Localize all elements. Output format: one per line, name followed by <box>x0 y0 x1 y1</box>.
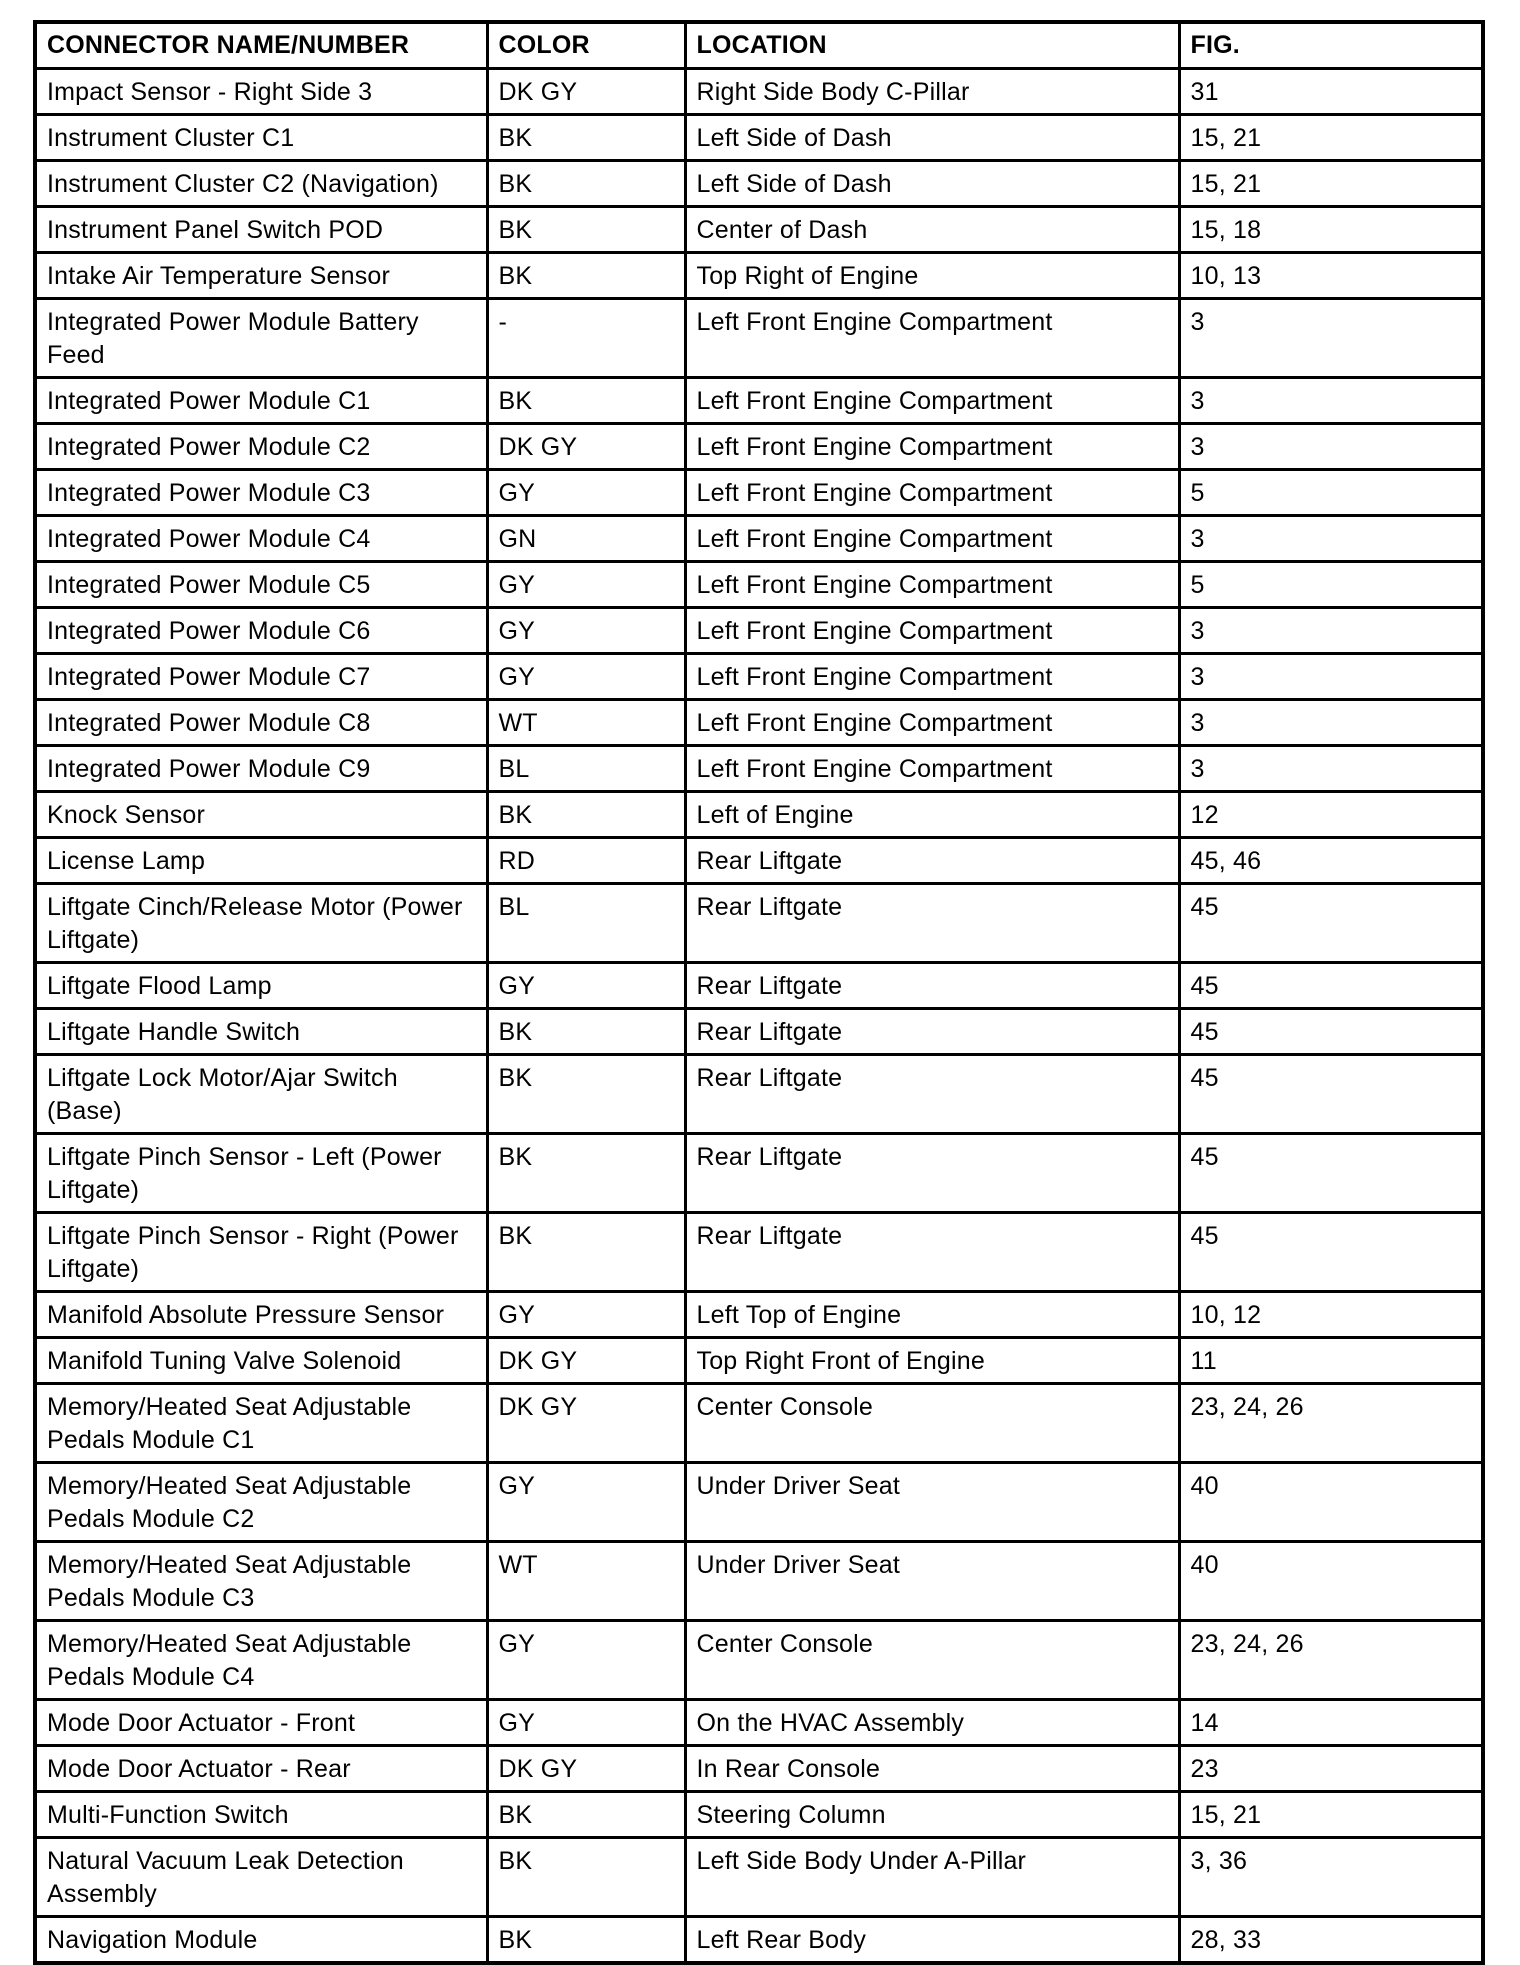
cell-connector-name: Liftgate Cinch/Release Motor (Power Liftgate) <box>35 884 487 963</box>
cell-location: Left Front Engine Compartment <box>685 562 1179 608</box>
cell-connector-name: Liftgate Pinch Sensor - Right (Power Liftgate) <box>35 1213 487 1292</box>
cell-location: Left Front Engine Compartment <box>685 746 1179 792</box>
cell-fig: 3 <box>1179 746 1483 792</box>
cell-connector-name: Mode Door Actuator - Rear <box>35 1746 487 1792</box>
cell-fig: 3 <box>1179 378 1483 424</box>
table-row <box>35 1542 1483 1621</box>
table-row <box>35 792 1483 838</box>
table-row <box>35 115 1483 161</box>
cell-location: Under Driver Seat <box>685 1463 1179 1542</box>
cell-location: Left Front Engine Compartment <box>685 516 1179 562</box>
cell-fig: 45 <box>1179 963 1483 1009</box>
cell-location: Left Rear Body <box>685 1917 1179 1964</box>
cell-connector-name: Mode Door Actuator - Front <box>35 1700 487 1746</box>
table-row <box>35 746 1483 792</box>
cell-fig: 45 <box>1179 884 1483 963</box>
table-row <box>35 1009 1483 1055</box>
cell-location: Right Side Body C-Pillar <box>685 69 1179 115</box>
cell-fig: 5 <box>1179 470 1483 516</box>
cell-location: Top Right of Engine <box>685 253 1179 299</box>
cell-fig: 45 <box>1179 1213 1483 1292</box>
table-row <box>35 207 1483 253</box>
cell-connector-name: Multi-Function Switch <box>35 1792 487 1838</box>
cell-fig: 40 <box>1179 1463 1483 1542</box>
cell-color: DK GY <box>487 1338 685 1384</box>
table-row <box>35 1917 1483 1964</box>
table-row <box>35 253 1483 299</box>
table-row <box>35 378 1483 424</box>
table-row <box>35 1700 1483 1746</box>
cell-fig: 3 <box>1179 516 1483 562</box>
cell-connector-name: Integrated Power Module C7 <box>35 654 487 700</box>
cell-location: Rear Liftgate <box>685 1134 1179 1213</box>
table-row <box>35 1134 1483 1213</box>
header-color: COLOR <box>487 22 685 69</box>
cell-location: Rear Liftgate <box>685 884 1179 963</box>
cell-connector-name: Integrated Power Module C6 <box>35 608 487 654</box>
cell-location: Under Driver Seat <box>685 1542 1179 1621</box>
cell-location: Left Front Engine Compartment <box>685 299 1179 378</box>
cell-color: BK <box>487 792 685 838</box>
connector-table <box>33 20 1485 1965</box>
cell-location: Left Side Body Under A-Pillar <box>685 1838 1179 1917</box>
cell-color: BL <box>487 746 685 792</box>
table-row <box>35 1792 1483 1838</box>
cell-fig: 15, 18 <box>1179 207 1483 253</box>
cell-location: Left Front Engine Compartment <box>685 378 1179 424</box>
table-row <box>35 1213 1483 1292</box>
cell-color: BK <box>487 1055 685 1134</box>
header-row <box>35 22 1483 69</box>
cell-connector-name: Integrated Power Module C5 <box>35 562 487 608</box>
cell-color: GY <box>487 608 685 654</box>
cell-color: BL <box>487 884 685 963</box>
cell-connector-name: Memory/Heated Seat Adjustable Pedals Module C4 <box>35 1621 487 1700</box>
cell-fig: 3 <box>1179 654 1483 700</box>
cell-connector-name: Impact Sensor - Right Side 3 <box>35 69 487 115</box>
cell-connector-name: Integrated Power Module C9 <box>35 746 487 792</box>
connector-table-container <box>33 20 1481 1965</box>
table-row <box>35 516 1483 562</box>
table-row <box>35 1746 1483 1792</box>
cell-color: BK <box>487 161 685 207</box>
header-fig: FIG. <box>1179 22 1483 69</box>
table-row <box>35 884 1483 963</box>
cell-color: BK <box>487 378 685 424</box>
cell-location: Rear Liftgate <box>685 1055 1179 1134</box>
cell-connector-name: Manifold Absolute Pressure Sensor <box>35 1292 487 1338</box>
cell-fig: 31 <box>1179 69 1483 115</box>
cell-location: Steering Column <box>685 1792 1179 1838</box>
cell-fig: 23 <box>1179 1746 1483 1792</box>
cell-color: BK <box>487 207 685 253</box>
cell-location: Rear Liftgate <box>685 838 1179 884</box>
table-row <box>35 963 1483 1009</box>
cell-fig: 23, 24, 26 <box>1179 1384 1483 1463</box>
cell-fig: 5 <box>1179 562 1483 608</box>
cell-location: Rear Liftgate <box>685 1009 1179 1055</box>
cell-location: Left Front Engine Compartment <box>685 424 1179 470</box>
table-row <box>35 654 1483 700</box>
cell-color: DK GY <box>487 424 685 470</box>
cell-location: Left Front Engine Compartment <box>685 654 1179 700</box>
cell-connector-name: Instrument Cluster C2 (Navigation) <box>35 161 487 207</box>
cell-fig: 45 <box>1179 1009 1483 1055</box>
cell-location: In Rear Console <box>685 1746 1179 1792</box>
cell-color: - <box>487 299 685 378</box>
cell-connector-name: Instrument Cluster C1 <box>35 115 487 161</box>
table-row <box>35 1292 1483 1338</box>
cell-fig: 15, 21 <box>1179 115 1483 161</box>
cell-connector-name: License Lamp <box>35 838 487 884</box>
table-row <box>35 1055 1483 1134</box>
cell-location: Left Side of Dash <box>685 161 1179 207</box>
table-row <box>35 1384 1483 1463</box>
cell-connector-name: Memory/Heated Seat Adjustable Pedals Module C1 <box>35 1384 487 1463</box>
cell-color: GY <box>487 654 685 700</box>
cell-color: BK <box>487 1134 685 1213</box>
cell-color: GY <box>487 1700 685 1746</box>
table-row <box>35 1838 1483 1917</box>
cell-color: RD <box>487 838 685 884</box>
cell-connector-name: Liftgate Lock Motor/Ajar Switch (Base) <box>35 1055 487 1134</box>
cell-color: BK <box>487 1917 685 1964</box>
cell-fig: 3 <box>1179 608 1483 654</box>
cell-color: GY <box>487 1292 685 1338</box>
cell-location: On the HVAC Assembly <box>685 1700 1179 1746</box>
cell-connector-name: Natural Vacuum Leak Detection Assembly <box>35 1838 487 1917</box>
header-location: LOCATION <box>685 22 1179 69</box>
table-row <box>35 700 1483 746</box>
cell-color: WT <box>487 700 685 746</box>
cell-connector-name: Intake Air Temperature Sensor <box>35 253 487 299</box>
cell-fig: 28, 33 <box>1179 1917 1483 1964</box>
cell-color: BK <box>487 1792 685 1838</box>
table-row <box>35 470 1483 516</box>
cell-fig: 40 <box>1179 1542 1483 1621</box>
cell-fig: 45 <box>1179 1055 1483 1134</box>
table-body <box>35 69 1483 1964</box>
table-row <box>35 562 1483 608</box>
cell-connector-name: Integrated Power Module C8 <box>35 700 487 746</box>
cell-color: GY <box>487 1463 685 1542</box>
cell-location: Left Top of Engine <box>685 1292 1179 1338</box>
cell-location: Left Front Engine Compartment <box>685 470 1179 516</box>
table-row <box>35 424 1483 470</box>
table-row <box>35 1338 1483 1384</box>
cell-fig: 23, 24, 26 <box>1179 1621 1483 1700</box>
cell-color: BK <box>487 253 685 299</box>
cell-connector-name: Liftgate Pinch Sensor - Left (Power Liftgate) <box>35 1134 487 1213</box>
cell-fig: 45, 46 <box>1179 838 1483 884</box>
cell-connector-name: Manifold Tuning Valve Solenoid <box>35 1338 487 1384</box>
cell-fig: 10, 13 <box>1179 253 1483 299</box>
cell-connector-name: Knock Sensor <box>35 792 487 838</box>
cell-connector-name: Navigation Module <box>35 1917 487 1964</box>
cell-connector-name: Memory/Heated Seat Adjustable Pedals Module C3 <box>35 1542 487 1621</box>
cell-location: Left Front Engine Compartment <box>685 608 1179 654</box>
cell-color: WT <box>487 1542 685 1621</box>
cell-color: DK GY <box>487 1746 685 1792</box>
cell-connector-name: Instrument Panel Switch POD <box>35 207 487 253</box>
cell-fig: 15, 21 <box>1179 161 1483 207</box>
cell-color: GY <box>487 963 685 1009</box>
table-row <box>35 608 1483 654</box>
cell-connector-name: Liftgate Flood Lamp <box>35 963 487 1009</box>
table-row <box>35 1463 1483 1542</box>
cell-fig: 3 <box>1179 299 1483 378</box>
table-row <box>35 161 1483 207</box>
cell-fig: 3 <box>1179 700 1483 746</box>
cell-fig: 14 <box>1179 1700 1483 1746</box>
cell-color: GY <box>487 1621 685 1700</box>
cell-connector-name: Liftgate Handle Switch <box>35 1009 487 1055</box>
cell-color: BK <box>487 115 685 161</box>
table-row <box>35 69 1483 115</box>
cell-fig: 12 <box>1179 792 1483 838</box>
cell-connector-name: Integrated Power Module C4 <box>35 516 487 562</box>
cell-location: Left Front Engine Compartment <box>685 700 1179 746</box>
cell-fig: 3 <box>1179 424 1483 470</box>
table-row <box>35 299 1483 378</box>
cell-color: GN <box>487 516 685 562</box>
cell-color: BK <box>487 1009 685 1055</box>
cell-color: BK <box>487 1838 685 1917</box>
cell-location: Top Right Front of Engine <box>685 1338 1179 1384</box>
cell-connector-name: Memory/Heated Seat Adjustable Pedals Module C2 <box>35 1463 487 1542</box>
cell-location: Rear Liftgate <box>685 963 1179 1009</box>
cell-color: DK GY <box>487 69 685 115</box>
cell-fig: 3, 36 <box>1179 1838 1483 1917</box>
cell-connector-name: Integrated Power Module C1 <box>35 378 487 424</box>
table-header <box>35 22 1483 69</box>
cell-connector-name: Integrated Power Module Battery Feed <box>35 299 487 378</box>
table-row <box>35 1621 1483 1700</box>
cell-location: Left of Engine <box>685 792 1179 838</box>
cell-color: BK <box>487 1213 685 1292</box>
cell-location: Left Side of Dash <box>685 115 1179 161</box>
cell-color: GY <box>487 562 685 608</box>
table-row <box>35 838 1483 884</box>
cell-location: Rear Liftgate <box>685 1213 1179 1292</box>
cell-fig: 15, 21 <box>1179 1792 1483 1838</box>
cell-location: Center Console <box>685 1384 1179 1463</box>
cell-connector-name: Integrated Power Module C2 <box>35 424 487 470</box>
cell-location: Center of Dash <box>685 207 1179 253</box>
cell-fig: 45 <box>1179 1134 1483 1213</box>
cell-color: GY <box>487 470 685 516</box>
header-connector-name: CONNECTOR NAME/NUMBER <box>35 22 487 69</box>
cell-color: DK GY <box>487 1384 685 1463</box>
cell-location: Center Console <box>685 1621 1179 1700</box>
cell-connector-name: Integrated Power Module C3 <box>35 470 487 516</box>
cell-fig: 11 <box>1179 1338 1483 1384</box>
cell-fig: 10, 12 <box>1179 1292 1483 1338</box>
